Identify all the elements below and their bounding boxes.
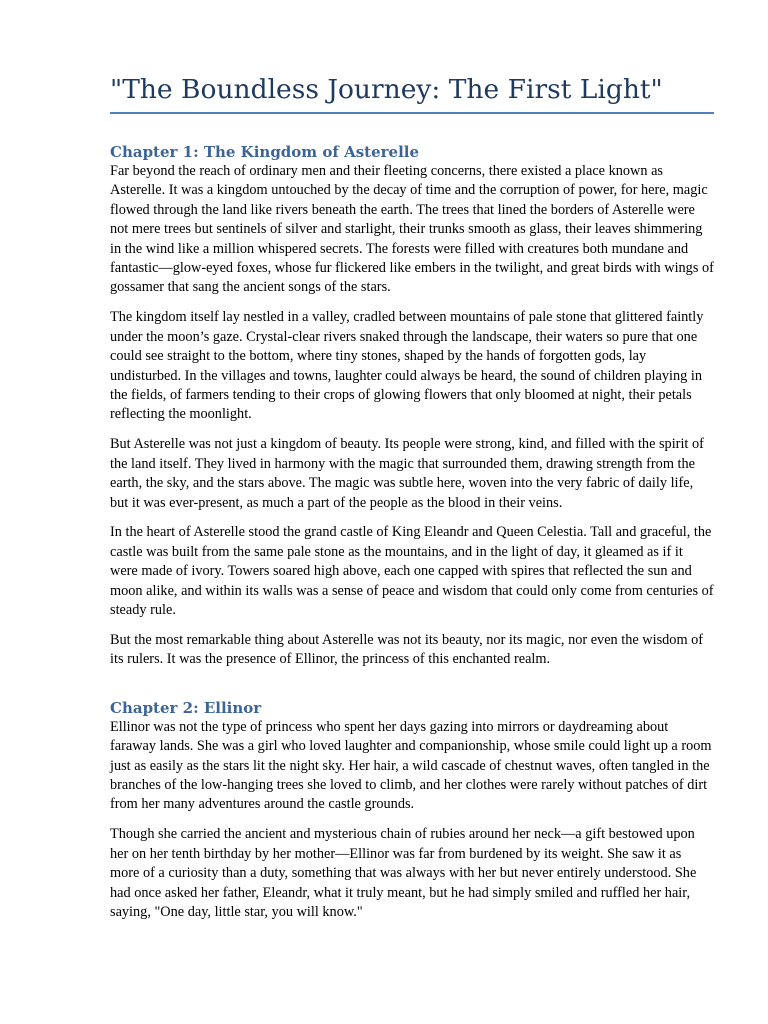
chapter-2-paragraph-1: Ellinor was not the type of princess who spent her days gazing into mirrors or daydreaming about faraway lands. She was a girl who loved laughter and companionship, whose smile could light up a room just as easily as the stars lit the night sky. Her hair, a wild cascade of chestnut waves, often tangled in the branches of the low-hanging trees she loved to climb, and her clothes were rarely without patches of dirt from her many adventures around the castle grounds. xyxy=(110,718,712,813)
document-title: "The Boundless Journey: The First Light" xyxy=(110,72,714,114)
chapter-2-paragraph-2: Though she carried the ancient and mysterious chain of rubies around her neck—a gift bestowed upon her on her tenth birthday by her mother—Ellinor was far from burdened by its weight. She saw it as more of a curiosity than a duty, something that was always with her but never entirely understood. She had once asked her father, Eleandr, what it truly meant, but he had simply smiled and ruffled her hair, saying, "One day, little star, you will know." xyxy=(110,826,697,920)
chapter-1-paragraph-2: The kingdom itself lay nestled in a valley, cradled between mountains of pale stone that glittered faintly under the moon’s gaze. Crystal-clear rivers snaked through the landscape, their waters so pure that one could see straight to the bottom, where tiny stones, shaped by the hands of forgotten gods, lay undisturbed. In the villages and towns, laughter could always be heard, the sound of children playing in the fields, of farmers tending to their crops of glowing flowers that only bloomed at night, their petals reflecting the moonlight. xyxy=(110,309,704,423)
chapter-1-paragraph-1: Far beyond the reach of ordinary men and their fleeting concerns, there existed a place known as Asterelle. It was a kingdom untouched by the decay of time and the corruption of power, for here, magic flowed through the land like rivers beneath the earth. The trees that lined the borders of Asterelle were not mere trees but sentinels of silver and starlight, their trunks smooth as glass, their leaves shimmering in the wind like a million whispered secrets. The forests were filled with creatures both mundane and fantastic—glow-eyed foxes, whose fur flickered like embers in the twilight, and great birds with wings of gossamer that sang the ancient songs of the stars. xyxy=(110,163,714,296)
document-page xyxy=(110,0,714,933)
chapter-1 xyxy=(110,142,714,670)
chapter-1-paragraph-4: In the heart of Asterelle stood the grand castle of King Eleandr and Queen Celestia. Tall and graceful, the castle was built from the same pale stone as the mountains, and in the light of day, it gleamed as if it were made of ivory. Towers soared high above, each one capped with spires that reflected the sun and moon alike, and within its walls was a sense of peace and wisdom that could only come from centuries of steady rule. xyxy=(110,524,714,619)
chapter-2 xyxy=(110,698,714,923)
chapter-1-paragraph-5: But the most remarkable thing about Asterelle was not its beauty, nor its magic, nor even the wisdom of its rulers. It was the presence of Ellinor, the princess of this enchanted realm. xyxy=(110,631,704,668)
chapter-1-heading: Chapter 1: The Kingdom of Asterelle xyxy=(110,143,420,161)
chapter-1-paragraph-3: But Asterelle was not just a kingdom of beauty. Its people were strong, kind, and filled with the spirit of the land itself. They lived in harmony with the magic that surrounded them, drawing strength from the earth, the sky, and the stars above. The magic was subtle here, woven into the very fabric of daily life, but it was ever-present, as much a part of the people as the blood in their veins. xyxy=(110,436,704,511)
chapter-2-heading: Chapter 2: Ellinor xyxy=(110,698,262,717)
